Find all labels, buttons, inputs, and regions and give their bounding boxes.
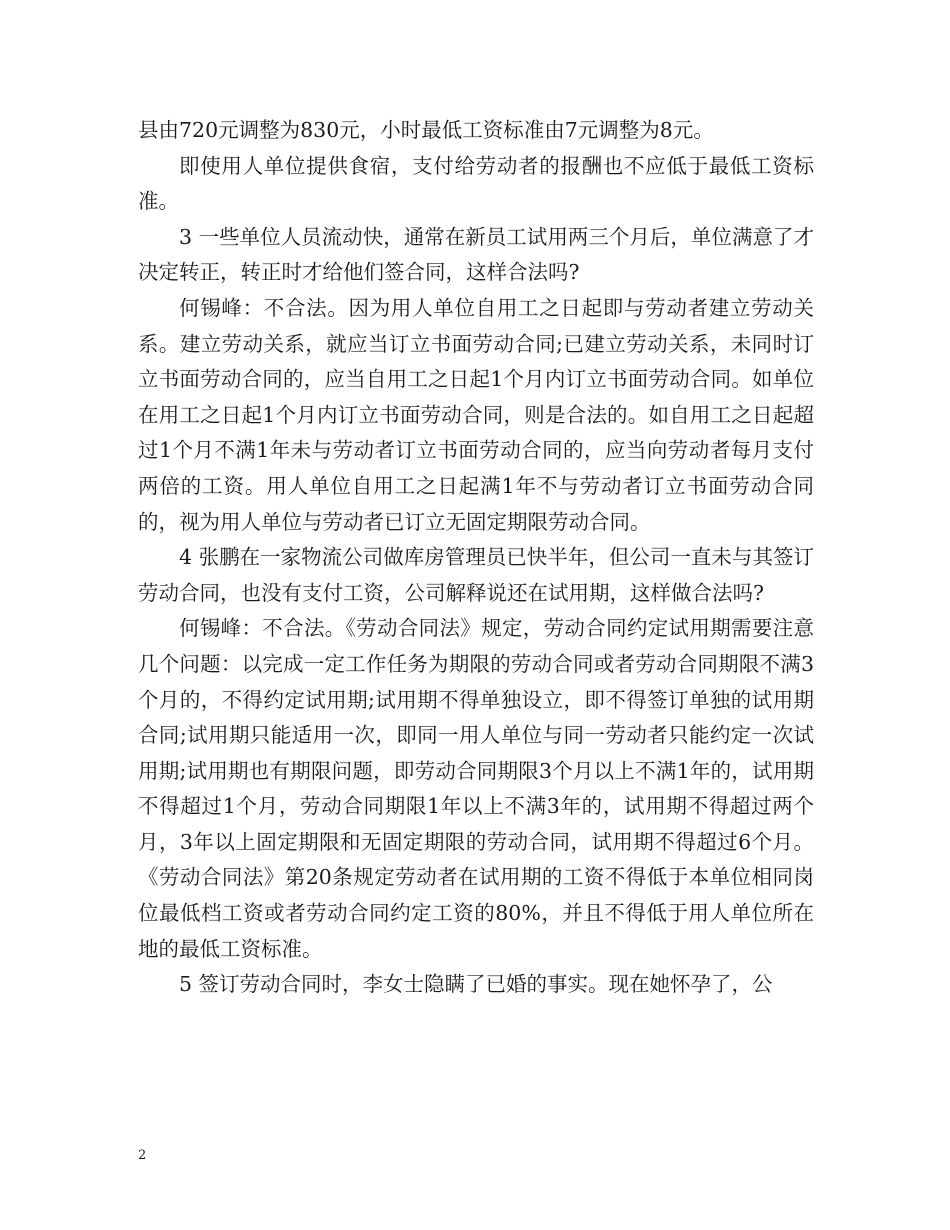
paragraph-1: 县由720元调整为830元，小时最低工资标准由7元调整为8元。 — [138, 118, 714, 142]
paragraph-7: 5 签订劳动合同时，李女士隐瞒了已婚的事实。现在她怀孕了，公 — [179, 972, 773, 997]
document-body — [138, 113, 814, 1003]
paragraph-4: 何锡峰：不合法。因为用人单位自用工之日起即与劳动者建立劳动关系。建立劳动关系，就应当订立书面劳动合同;已建立劳动关系，未同时订立书面劳动合同的，应当自用工之日起1个月内订立书面劳动合同。如单位在用工之日起1个月内订立书面劳动合同，则是合法的。如自用工之日起超过1个月不满1年未与劳动者订立书面劳动合同的，应当向劳动者每月支付两倍的工资。用人单位自用工之日起满1年不与劳动者订立书面劳动合同的，视为用人单位与劳动者已订立无固定期限劳动合同。 — [138, 295, 814, 534]
paragraph-5: 4 张鹏在一家物流公司做库房管理员已快半年，但公司一直未与其签订劳动合同，也没有支付工资，公司解释说还在试用期，这样做合法吗? — [138, 545, 814, 605]
paragraph-2: 即使用人单位提供食宿，支付给劳动者的报酬也不应低于最低工资标准。 — [138, 153, 814, 214]
page-number: 2 — [138, 1148, 147, 1163]
paragraph-3: 3 一些单位人员流动快，通常在新员工试用两三个月后，单位满意了才决定转正，转正时才给他们签合同，这样合法吗? — [138, 224, 814, 285]
paragraph-6: 何锡峰：不合法。《劳动合同法》规定，劳动合同约定试用期需要注意几个问题：以完成一定工作任务为期限的劳动合同或者劳动合同期限不满3个月的，不得约定试用期;试用期不得单独设立，即不得签订单独的试用期合同;试用期只能适用一次，即同一用人单位与同一劳动者只能约定一次试用期;试用期也有期限问题，即劳动合同期限3个月以上不满1年的，试用期不得超过1个月，劳动合同期限1年以上不满3年的，试用期不得超过两个月，3年以上固定期限和无固定期限的劳动合同，试用期不得超过6个月。《劳动合同法》第20条规定劳动者在试用期的工资不得低于本单位相同岗位最低档工资或者劳动合同约定工资的80%，并且不得低于用人单位所在地的最低工资标准。 — [138, 616, 814, 961]
